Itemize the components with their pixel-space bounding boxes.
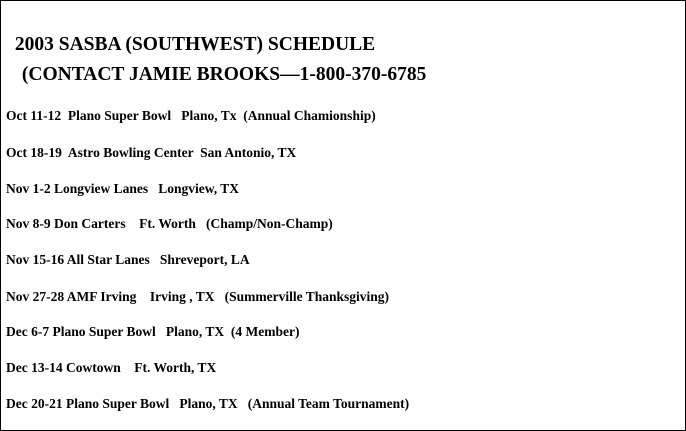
event-line: Nov 27-28 AMF Irving Irving , TX (Summerville Thanksgiving) [6, 289, 390, 304]
schedule-title: 2003 SASBA (SOUTHWEST) SCHEDULE [10, 34, 376, 55]
event-line: Dec 20-21 Plano Super Bowl Plano, TX (Annual Team Tournament) [6, 396, 410, 411]
event-line: Nov 8-9 Don Carters Ft. Worth (Champ/Non-Champ) [6, 216, 333, 231]
event-line: Nov 1-2 Longview Lanes Longview, TX [6, 181, 240, 196]
event-line: Dec 13-14 Cowtown Ft. Worth, TX [6, 360, 217, 375]
event-line: Dec 6-7 Plano Super Bowl Plano, TX (4 Member) [6, 324, 300, 339]
event-line: Oct 18-19 Astro Bowling Center San Antonio, TX [6, 145, 297, 160]
event-line: Nov 15-16 All Star Lanes Shreveport, LA [6, 252, 250, 267]
event-line: Oct 11-12 Plano Super Bowl Plano, Tx (Annual Chamionship) [6, 108, 376, 123]
contact-line: (CONTACT JAMIE BROOKS—1-800-370-6785 [17, 64, 427, 85]
